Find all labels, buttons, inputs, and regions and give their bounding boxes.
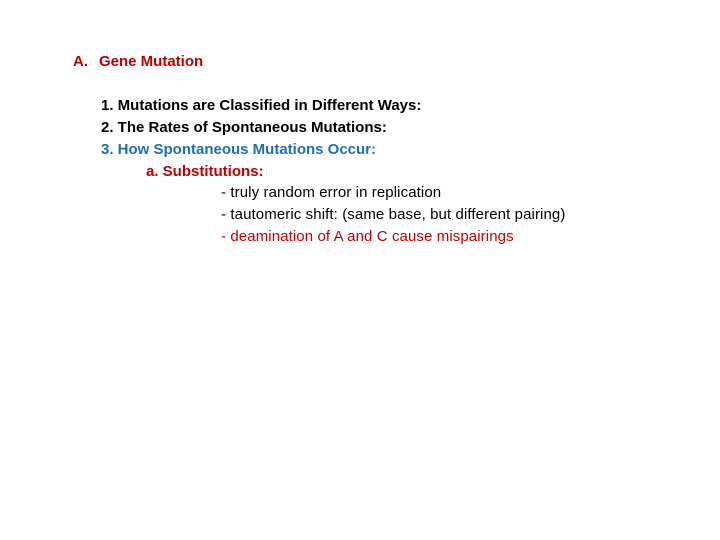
- section-heading-marker: A.: [73, 53, 88, 70]
- outline-item-1: 1. Mutations are Classified in Different Ways:: [101, 97, 422, 114]
- outline-subitem-a: a. Substitutions:: [146, 163, 264, 180]
- outline-item-2: 2. The Rates of Spontaneous Mutations:: [101, 119, 387, 136]
- bullet-random-error: - truly random error in replication: [221, 184, 442, 201]
- bullet-tautomeric-shift: - tautomeric shift: (same base, but different pairing): [221, 206, 566, 223]
- section-heading: [73, 51, 203, 73]
- bullet-deamination: - deamination of A and C cause mispairings: [221, 228, 514, 245]
- outline-item-3: 3. How Spontaneous Mutations Occur:: [101, 141, 377, 158]
- section-heading-text: Gene Mutation: [99, 53, 204, 70]
